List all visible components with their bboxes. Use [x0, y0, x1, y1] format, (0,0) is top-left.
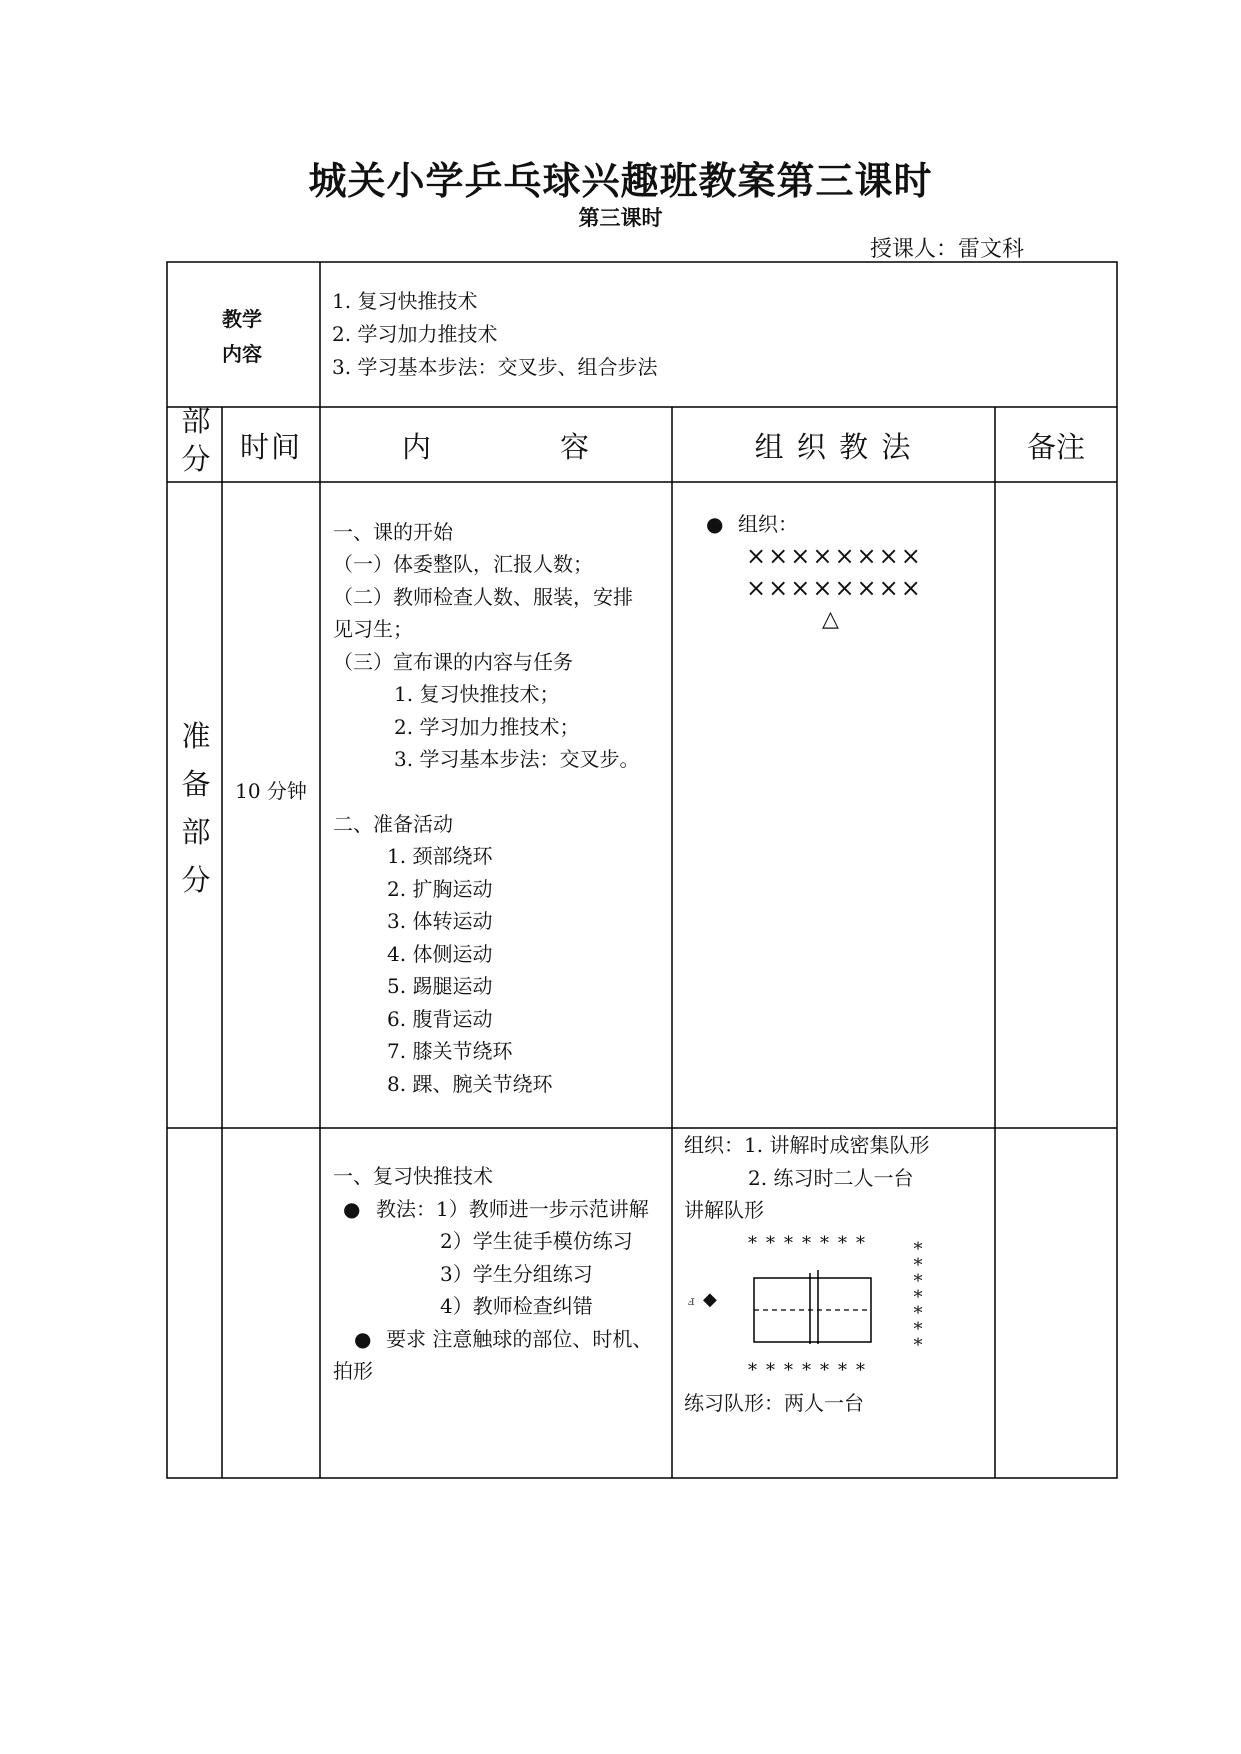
teaching-content-label-2: 内容 [222, 342, 262, 366]
prep-method-label: 组织： [738, 512, 798, 536]
prep-formation-row-2: ×××××××× [746, 574, 923, 602]
stars-row-bottom: ******* [748, 1360, 874, 1381]
prep-section-label [170, 712, 222, 904]
prep-line-16: 7. 膝关节绕环 [387, 1039, 513, 1063]
prep-line-2: （一）体委整队，汇报人数； [333, 552, 593, 576]
prep-line-4: 见习生； [333, 617, 413, 641]
prep-section-char-2: 备 [181, 767, 211, 801]
prep-line-11: 2. 扩胸运动 [387, 877, 493, 901]
basic-line-6: 要求 注意触球的部位、时机、 [386, 1327, 653, 1351]
prep-time: 10 分钟 [235, 779, 307, 803]
star-1: * [913, 1239, 923, 1260]
prep-formation-row-1: ×××××××× [746, 542, 923, 570]
header-section-1: 部 [181, 404, 211, 438]
prep-line-3: （二）教师检查人数、服装，安排 [333, 585, 633, 609]
basic-line-4: 3）学生分组练习 [440, 1262, 593, 1286]
prep-line-13: 4. 体侧运动 [387, 942, 493, 966]
teaching-content-item-1: 1. 复习快推技术 [332, 289, 478, 313]
prep-line-1: 一、课的开始 [333, 520, 453, 544]
teaching-content-label-1: 教学 [222, 307, 262, 331]
prep-line-7: 2. 学习加力推技术； [394, 715, 580, 739]
page-title: 城关小学乒乓球兴趣班教案第三课时 [308, 159, 933, 203]
prep-line-5: （三）宣布课的内容与任务 [333, 650, 573, 674]
star-7: * [913, 1335, 923, 1356]
basic-line-1: 一、复习快推技术 [333, 1164, 493, 1188]
header-time: 时间 [239, 430, 302, 464]
prep-line-12: 3. 体转运动 [387, 909, 493, 933]
teaching-content-item-3: 3. 学习基本步法：交叉步、组合步法 [332, 355, 658, 379]
prep-line-17: 8. 踝、腕关节绕环 [387, 1072, 553, 1096]
star-5: * [913, 1303, 923, 1324]
basic-bullet-1: ● [343, 1197, 361, 1221]
header-section-2: 分 [181, 442, 211, 476]
stars-row-top: ******* [748, 1233, 874, 1254]
prep-line-6: 1. 复习快推技术； [394, 682, 560, 706]
basic-line-5: 4）教师检查纠错 [440, 1294, 593, 1318]
teacher-triangle-icon: △ [822, 607, 839, 632]
header-notes: 备注 [1026, 430, 1085, 464]
star-2: * [913, 1255, 923, 1276]
teacher-diamond-icon: ◆ [703, 1289, 717, 1310]
basic-bullet-2: ● [354, 1327, 372, 1351]
header-content-a: 内 [402, 430, 434, 464]
prep-method-bullet: ● [706, 512, 724, 536]
header-method: 组 织 教 法 [754, 430, 913, 464]
prep-line-14: 5. 踢腿运动 [387, 974, 493, 998]
teaching-content-item-2: 2. 学习加力推技术 [332, 322, 498, 346]
basic-method-4: 练习队形：两人一台 [684, 1391, 864, 1415]
prep-line-9: 二、准备活动 [333, 812, 453, 836]
prep-line-8: 3. 学习基本步法：交叉步。 [394, 747, 640, 771]
prep-section-char-4: 分 [181, 863, 211, 897]
basic-method-3: 讲解队形 [684, 1198, 764, 1222]
basic-line-2: 教法：1）教师进一步示范讲解 [376, 1197, 649, 1221]
prep-line-10: 1. 颈部绕环 [387, 844, 493, 868]
stars-column-right [908, 1239, 928, 1356]
prep-section-char-1: 准 [181, 719, 211, 753]
page-subtitle: 第三课时 [578, 206, 663, 230]
star-6: * [913, 1319, 923, 1340]
small-mark-icon: ⅎ [688, 1294, 695, 1309]
basic-method-2: 2. 练习时二人一台 [748, 1166, 914, 1190]
basic-line-7: 拍形 [333, 1359, 373, 1383]
prep-section-char-3: 部 [181, 815, 211, 849]
teacher-name: 授课人：雷文科 [870, 237, 1025, 262]
header-content-b: 容 [560, 430, 592, 464]
header-section [170, 402, 222, 478]
ping-pong-table-icon [752, 1270, 876, 1346]
star-4: * [913, 1287, 923, 1308]
prep-line-15: 6. 腹背运动 [387, 1007, 493, 1031]
basic-method-1: 组织：1. 讲解时成密集队形 [684, 1133, 930, 1157]
basic-line-3: 2）学生徒手模仿练习 [440, 1229, 633, 1253]
star-3: * [913, 1271, 923, 1292]
